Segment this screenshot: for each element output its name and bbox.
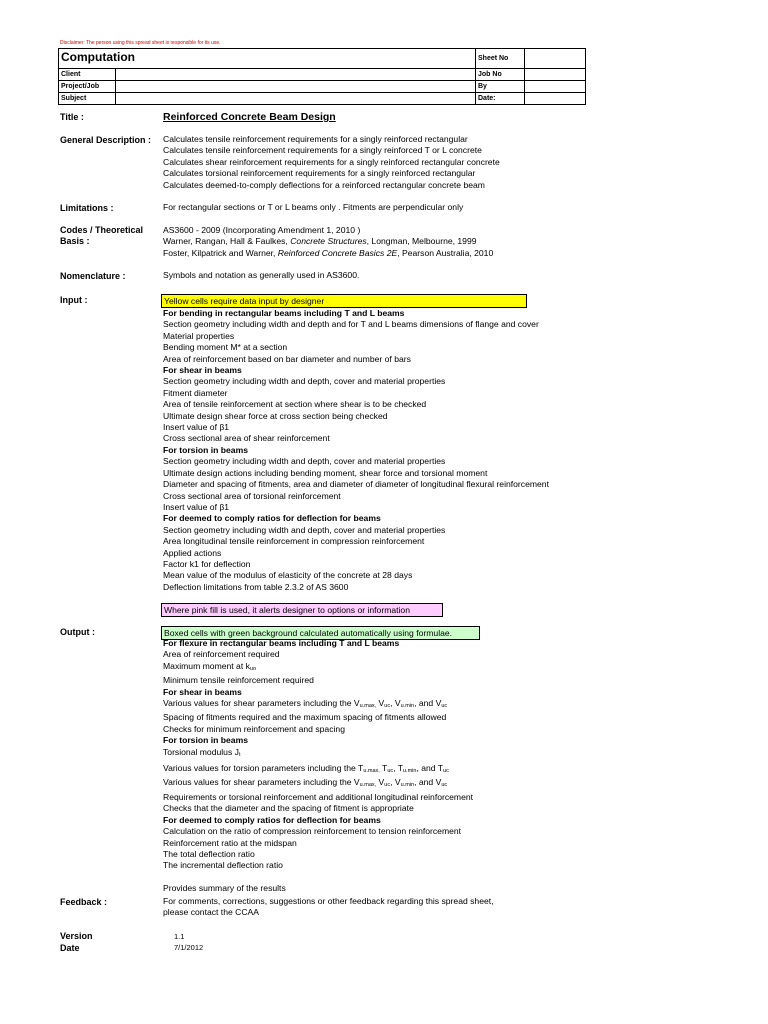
- description-line: Calculates tensile reinforcement requirements for a singly reinforced rectangular: [163, 134, 468, 144]
- sheet-no-cell[interactable]: [525, 49, 586, 69]
- codes-text: [163, 225, 493, 259]
- list-item: Ultimate design actions including bending moment, shear force and torsional moment: [163, 467, 488, 478]
- list-item: Section geometry including width and depth, cover and material properties: [163, 376, 446, 387]
- input-label: Input :: [60, 295, 88, 305]
- list-item: Calculation on the ratio of compression reinforcement to tension reinforcement: [163, 826, 462, 837]
- feedback-label: Feedback :: [60, 897, 108, 907]
- list-item: Section geometry including width and depth and for T and L beams dimensions of flange and cover: [163, 319, 539, 330]
- description-line: Calculates tensile reinforcement requirements for a singly reinforced T or L concrete: [163, 145, 482, 156]
- description-line: Calculates deemed-to-comply deflections for a reinforced rectangular concrete beam: [163, 179, 485, 190]
- nomenclature-label: Nomenclature :: [60, 271, 126, 281]
- list-item: Maximum moment at $k_{uo}$: [163, 660, 257, 672]
- disclaimer: Disclaimer: The person using this spread sheet is responsible for its use.: [60, 40, 221, 46]
- description-line: Calculates shear reinforcement requirements for a singly reinforced rectangular concrete: [163, 156, 500, 167]
- job-no-cell[interactable]: [525, 69, 586, 81]
- list-item: For deemed to comply ratios for deflection for beams: [163, 513, 381, 524]
- list-item: For shear in beams: [163, 365, 242, 376]
- list-item: Fitment diameter: [163, 387, 228, 398]
- list-item: Requirements or torsional reinforcement and additional longitudinal reinforcement: [163, 791, 474, 802]
- yellow-input-note: Yellow cells require data input by designer: [161, 294, 527, 308]
- computation-title: Computation: [59, 49, 476, 69]
- list-item: Minimum tensile reinforcement required: [163, 675, 314, 686]
- sheet-no-label: Sheet No: [476, 49, 525, 69]
- list-item: Ultimate design shear force at cross section being checked: [163, 410, 388, 421]
- list-item: Bending moment M* at a section: [163, 342, 288, 353]
- list-item: Area longitudinal tensile reinforcement in compression reinforcement: [163, 536, 425, 547]
- list-item: For shear in beams: [163, 686, 242, 697]
- date-label-footer: Date: [60, 943, 80, 953]
- project-label: Project/Job: [59, 81, 116, 93]
- list-item: Insert value of β1: [163, 422, 230, 433]
- codes-line-2: Warner, Rangan, Hall & Faulkes, Concrete Structures, Longman, Melbourne, 1999: [163, 236, 477, 247]
- list-item: Insert value of β1: [163, 501, 230, 512]
- list-item: Cross sectional area of shear reinforcement: [163, 433, 330, 444]
- list-item: For bending in rectangular beams including T and L beams: [163, 308, 405, 318]
- version-value: 1.1: [174, 932, 185, 941]
- subject-cell[interactable]: [116, 93, 476, 105]
- codes-line-3: Foster, Kilpatrick and Warner, Reinforced Concrete Basics 2E, Pearson Australia, 2010: [163, 247, 494, 258]
- list-item: Torsional modulus $J_t$: [163, 746, 241, 758]
- list-item: Cross sectional area of torsional reinforcement: [163, 490, 341, 501]
- client-cell[interactable]: [116, 69, 476, 81]
- list-item: Spacing of fitments required and the maximum spacing of fitments allowed: [163, 712, 447, 723]
- list-item: Various values for shear parameters including the $V_{u.max,}$ $V_{uc}$, $V_{u.min}$, and $V_{uc}$: [163, 698, 448, 710]
- title-label: Title :: [60, 112, 84, 122]
- by-cell[interactable]: [525, 81, 586, 93]
- list-item: Applied actions: [163, 547, 222, 558]
- by-label: By: [476, 81, 525, 93]
- nomenclature-text: Symbols and notation as generally used in AS3600.: [163, 270, 360, 280]
- codes-label: Codes / Theoretical Basis :: [60, 225, 144, 246]
- document-title: Reinforced Concrete Beam Design: [163, 111, 336, 123]
- list-item: For torsion in beams: [163, 735, 248, 746]
- limitations-text: For rectangular sections or T or L beams only . Fitments are perpendicular only: [163, 202, 464, 212]
- list-item: Area of reinforcement required: [163, 649, 280, 660]
- output-label: Output :: [60, 627, 95, 637]
- project-cell[interactable]: [116, 81, 476, 93]
- list-item: Factor k1 for deflection: [163, 558, 251, 569]
- general-description-label: General Description :: [60, 135, 152, 145]
- limitations-label: Limitations :: [60, 203, 114, 213]
- list-item: Checks for minimum reinforcement and spacing: [163, 723, 345, 734]
- output-list: [163, 638, 473, 894]
- feedback-text: For comments, corrections, suggestions or other feedback regarding this spread sheet, please contact the CCAA: [163, 896, 494, 918]
- list-item: Various values for shear parameters including the $V_{u.max,}$ $V_{uc}$, $V_{u.min}$, and $V_{uc}$: [163, 777, 448, 789]
- general-description: [163, 134, 500, 191]
- date-value: 7/1/2012: [174, 943, 204, 952]
- list-item: Material properties: [163, 330, 235, 341]
- client-label: Client: [59, 69, 116, 81]
- list-item: Reinforcement ratio at the midspan: [163, 837, 297, 848]
- computation-header-table: [58, 48, 586, 105]
- list-item: Various values for torsion parameters including the $T_{u.max,}$ $T_{uc}$, $T_{u.min}$, and $T_{uc}$: [163, 763, 449, 775]
- list-item: Section geometry including width and depth, cover and material properties: [163, 524, 446, 535]
- list-item: The incremental deflection ratio: [163, 860, 283, 871]
- list-item: Area of tensile reinforcement at section where shear is to be checked: [163, 399, 427, 410]
- list-item: Area of reinforcement based on bar diameter and number of bars: [163, 353, 411, 364]
- list-item: Section geometry including width and depth, cover and material properties: [163, 456, 446, 467]
- subject-label: Subject: [59, 93, 116, 105]
- codes-line-1: AS3600 - 2009 (Incorporating Amendment 1, 2010 ): [163, 225, 361, 235]
- list-item: Mean value of the modulus of elasticity of the concrete at 28 days: [163, 570, 413, 581]
- version-label: Version: [60, 931, 93, 941]
- list-item: For flexure in rectangular beams including T and L beams: [163, 638, 400, 648]
- list-item: The total deflection ratio: [163, 848, 255, 859]
- list-item: For torsion in beams: [163, 444, 248, 455]
- green-output-note: Boxed cells with green background calculated automatically using formulae.: [161, 626, 480, 640]
- date-label: Date:: [476, 93, 525, 105]
- job-no-label: Job No: [476, 69, 525, 81]
- list-item: Deflection limitations from table 2.3.2 of AS 3600: [163, 581, 349, 592]
- list-item: Checks that the diameter and the spacing of fitment is appropriate: [163, 803, 414, 814]
- input-list: [163, 308, 549, 593]
- list-item: For deemed to comply ratios for deflection for beams: [163, 814, 381, 825]
- pink-info-note: Where pink fill is used, it alerts designer to options or information: [161, 603, 443, 617]
- summary-line: Provides summary of the results: [163, 882, 286, 893]
- list-item: Diameter and spacing of fitments, area and diameter of diameter of longitudinal flexural reinforcement: [163, 479, 549, 490]
- date-cell[interactable]: [525, 93, 586, 105]
- description-line: Calculates torsional reinforcement requirements for a singly reinforced rectangular: [163, 168, 476, 179]
